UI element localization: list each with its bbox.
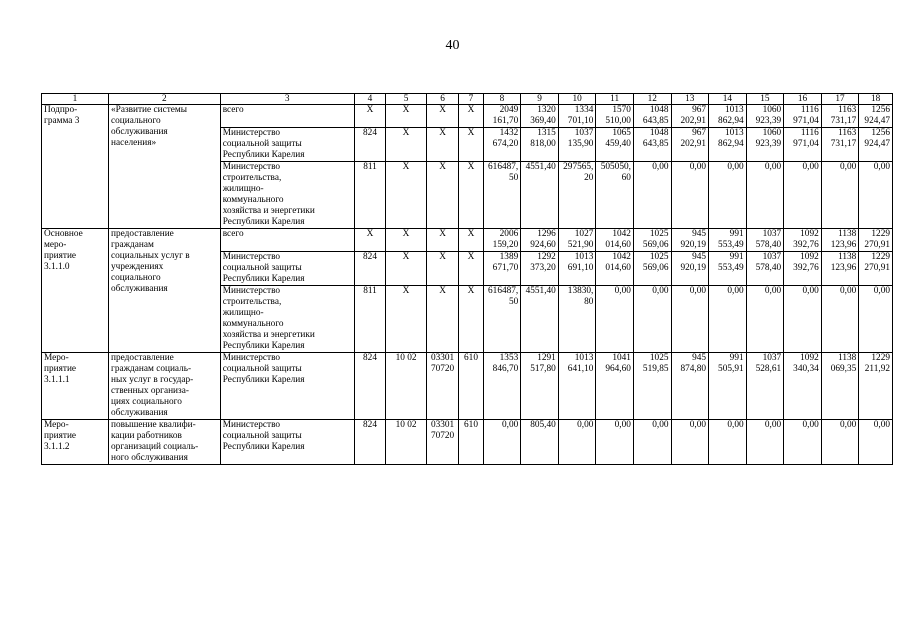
value-cell: 0,00 [596,286,634,353]
value-cell: 967 202,91 [671,105,709,128]
executor-cell: всего [220,229,354,252]
program-name-cell: «Развитие системы социального обслуживания населения» [109,105,221,229]
value-cell: 0,00 [671,162,709,229]
csr-cell: Х [426,252,458,286]
grbs-cell: 824 [354,252,385,286]
value-cell: 0,00 [746,420,784,465]
value-cell: 1163 731,17 [821,105,859,128]
column-number-13: 13 [671,94,709,105]
value-cell: 991 505,91 [709,353,747,420]
vr-cell: Х [459,105,483,128]
column-number-2: 2 [109,94,221,105]
column-number-12: 12 [633,94,671,105]
value-cell: 0,00 [784,162,822,229]
column-number-7: 7 [459,94,483,105]
value-cell: 505050, 60 [596,162,634,229]
value-cell: 1291 517,80 [521,353,559,420]
value-cell: 0,00 [671,420,709,465]
value-cell: 4551,40 [521,286,559,353]
value-cell: 1116 971,04 [784,128,822,162]
table-row [42,353,893,420]
value-cell: 1229 270,91 [859,252,893,286]
value-cell: 616487, 50 [483,162,521,229]
vr-cell: Х [459,229,483,252]
column-number-18: 18 [859,94,893,105]
rzpr-cell: Х [386,105,427,128]
value-cell: 0,00 [821,162,859,229]
value-cell: 2049 161,70 [483,105,521,128]
csr-cell: Х [426,229,458,252]
value-cell: 0,00 [821,420,859,465]
value-cell: 13830, 80 [558,286,596,353]
value-cell: 4551,40 [521,162,559,229]
executor-cell: всего [220,105,354,128]
grbs-cell: 824 [354,353,385,420]
value-cell: 616487, 50 [483,286,521,353]
csr-cell: Х [426,286,458,353]
rzpr-cell: 10 02 [386,420,427,465]
csr-cell: Х [426,105,458,128]
value-cell: 0,00 [859,162,893,229]
grbs-cell: 824 [354,420,385,465]
rzpr-cell: Х [386,162,427,229]
table-row [42,229,893,252]
value-cell: 1037 578,40 [746,252,784,286]
value-cell: 1013 691,10 [558,252,596,286]
table-row [42,105,893,128]
rzpr-cell: Х [386,128,427,162]
value-cell: 1092 340,34 [784,353,822,420]
value-cell: 0,00 [746,162,784,229]
vr-cell: Х [459,286,483,353]
value-cell: 0,00 [859,286,893,353]
value-cell: 0,00 [671,286,709,353]
column-number-11: 11 [596,94,634,105]
value-cell: 1229 211,92 [859,353,893,420]
grbs-cell: Х [354,105,385,128]
value-cell: 1037 578,40 [746,229,784,252]
column-number-15: 15 [746,94,784,105]
value-cell: 1037 528,61 [746,353,784,420]
grbs-cell: 811 [354,286,385,353]
grbs-cell: 811 [354,162,385,229]
value-cell: 967 202,91 [671,128,709,162]
value-cell: 1256 924,47 [859,105,893,128]
program-code-cell: Меро- приятие 3.1.1.2 [42,420,109,465]
value-cell: 1013 641,10 [558,353,596,420]
column-number-10: 10 [558,94,596,105]
program-name-cell: повышение квалифи- кации работников организаций социаль- ного обслуживания [109,420,221,465]
column-number-8: 8 [483,94,521,105]
grbs-cell: 824 [354,128,385,162]
csr-cell: Х [426,162,458,229]
column-number-1: 1 [42,94,109,105]
column-number-6: 6 [426,94,458,105]
table-row [42,420,893,465]
value-cell: 1025 519,85 [633,353,671,420]
value-cell: 0,00 [709,162,747,229]
column-number-3: 3 [220,94,354,105]
vr-cell: 610 [459,353,483,420]
column-number-14: 14 [709,94,747,105]
column-number-4: 4 [354,94,385,105]
rzpr-cell: 10 02 [386,353,427,420]
value-cell: 0,00 [784,420,822,465]
value-cell: 0,00 [596,420,634,465]
value-cell: 0,00 [633,162,671,229]
value-cell: 991 553,49 [709,252,747,286]
value-cell: 805,40 [521,420,559,465]
program-name-cell: предоставление гражданам социальных услуг в учреждениях социального обслуживания [109,229,221,353]
value-cell: 1256 924,47 [859,128,893,162]
value-cell: 1353 846,70 [483,353,521,420]
executor-cell: Министерство строительства, жилищно- коммунального хозяйства и энергетики Республики Карелия [220,286,354,353]
value-cell: 1229 270,91 [859,229,893,252]
value-cell: 945 874,80 [671,353,709,420]
value-cell: 1013 862,94 [709,128,747,162]
value-cell: 1432 674,20 [483,128,521,162]
page-number: 40 [445,38,460,53]
value-cell: 2006 159,20 [483,229,521,252]
value-cell: 1027 521,90 [558,229,596,252]
column-number-5: 5 [386,94,427,105]
executor-cell: Министерство социальной защиты Республики Карелия [220,128,354,162]
value-cell: 1138 069,35 [821,353,859,420]
value-cell: 0,00 [859,420,893,465]
value-cell: 1048 643,85 [633,105,671,128]
value-cell: 1292 373,20 [521,252,559,286]
value-cell: 1037 135,90 [558,128,596,162]
value-cell: 1042 014,60 [596,252,634,286]
value-cell: 1389 671,70 [483,252,521,286]
value-cell: 1042 014,60 [596,229,634,252]
csr-cell: 03301 70720 [426,420,458,465]
value-cell: 1013 862,94 [709,105,747,128]
value-cell: 1138 123,96 [821,229,859,252]
executor-cell: Министерство социальной защиты Республики Карелия [220,252,354,286]
grbs-cell: Х [354,229,385,252]
value-cell: 0,00 [746,286,784,353]
program-code-cell: Основное меро- приятие 3.1.1.0 [42,229,109,353]
value-cell: 1025 569,06 [633,229,671,252]
value-cell: 1065 459,40 [596,128,634,162]
value-cell: 1138 123,96 [821,252,859,286]
vr-cell: Х [459,162,483,229]
csr-cell: 03301 70720 [426,353,458,420]
value-cell: 1041 964,60 [596,353,634,420]
value-cell: 0,00 [633,420,671,465]
value-cell: 945 920,19 [671,229,709,252]
rzpr-cell: Х [386,286,427,353]
budget-table [41,93,893,465]
rzpr-cell: Х [386,229,427,252]
value-cell: 991 553,49 [709,229,747,252]
program-code-cell: Подпро- грамма 3 [42,105,109,229]
value-cell: 1060 923,39 [746,105,784,128]
value-cell: 0,00 [558,420,596,465]
column-number-16: 16 [784,94,822,105]
value-cell: 0,00 [709,286,747,353]
value-cell: 1315 818,00 [521,128,559,162]
column-number-17: 17 [821,94,859,105]
executor-cell: Министерство социальной защиты Республики Карелия [220,353,354,420]
value-cell: 0,00 [784,286,822,353]
value-cell: 1092 392,76 [784,252,822,286]
program-code-cell: Меро- приятие 3.1.1.1 [42,353,109,420]
program-name-cell: предоставление гражданам социаль- ных услуг в государ- ственных организа- циях социального обслуживания [109,353,221,420]
vr-cell: Х [459,128,483,162]
value-cell: 1092 392,76 [784,229,822,252]
executor-cell: Министерство социальной защиты Республики Карелия [220,420,354,465]
value-cell: 1163 731,17 [821,128,859,162]
value-cell: 1334 701,10 [558,105,596,128]
table-body [42,94,893,465]
value-cell: 0,00 [483,420,521,465]
vr-cell: Х [459,252,483,286]
csr-cell: Х [426,128,458,162]
value-cell: 945 920,19 [671,252,709,286]
value-cell: 1025 569,06 [633,252,671,286]
vr-cell: 610 [459,420,483,465]
value-cell: 1048 643,85 [633,128,671,162]
value-cell: 1116 971,04 [784,105,822,128]
value-cell: 1296 924,60 [521,229,559,252]
column-number-9: 9 [521,94,559,105]
value-cell: 297565, 20 [558,162,596,229]
rzpr-cell: Х [386,252,427,286]
value-cell: 1060 923,39 [746,128,784,162]
value-cell: 0,00 [633,286,671,353]
executor-cell: Министерство строительства, жилищно- коммунального хозяйства и энергетики Республики Карелия [220,162,354,229]
value-cell: 0,00 [821,286,859,353]
value-cell: 1570 510,00 [596,105,634,128]
value-cell: 1320 369,40 [521,105,559,128]
column-number-row [42,94,893,105]
value-cell: 0,00 [709,420,747,465]
